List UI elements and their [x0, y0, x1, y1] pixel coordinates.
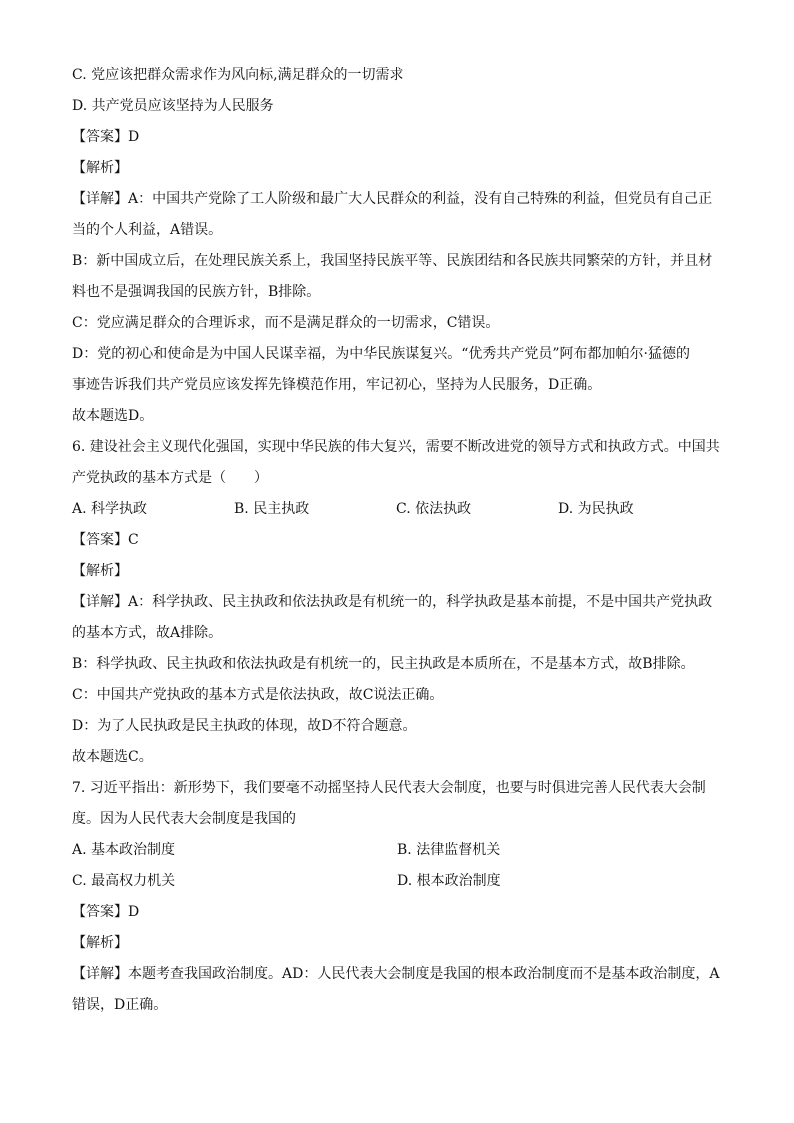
q7-options-row-1 — [72, 835, 722, 866]
q7-answer: 【答案】D — [72, 904, 140, 920]
q5-detail-c: C：党应满足群众的合理诉求，而不是满足群众的一切需求，C错误。 — [72, 315, 500, 331]
q6-option-c: C. 依法执政 — [396, 501, 472, 517]
q7-options-row-2 — [72, 866, 722, 897]
q5-conclusion: 故本题选D。 — [72, 408, 154, 424]
q6-stem-line-1: 6. 建设社会主义现代化强国，实现中华民族的伟大复兴，需要不断改进党的领导方式和执政方式。中国共 — [72, 439, 720, 455]
q6-detail-b: B：科学执政、民主执政和依法执政是有机统一的，民主执政是本质所在，不是基本方式，故B排除。 — [72, 656, 695, 672]
q7-stem-line-2: 度。因为人民代表大会制度是我国的 — [72, 811, 296, 827]
document-page — [72, 60, 722, 1021]
q5-detail-a-line-2: 当的个人利益，A错误。 — [72, 222, 223, 238]
q7-analysis-label: 【解析】 — [72, 935, 128, 951]
q7-option-c: C. 最高权力机关 — [72, 873, 176, 889]
q5-detail-d-line-2: 事迹告诉我们共产党员应该发挥先锋模范作用，牢记初心，坚持为人民服务，D正确。 — [72, 377, 602, 393]
q5-answer: 【答案】D — [72, 129, 140, 145]
q7-stem-line-1: 7. 习近平指出：新形势下，我们要毫不动摇坚持人民代表大会制度，也要与时俱进完善人民代表大会制 — [72, 780, 706, 796]
q7-option-b: B. 法律监督机关 — [397, 842, 501, 858]
q5-option-c: C. 党应该把群众需求作为风向标,满足群众的一切需求 — [72, 67, 404, 83]
q6-stem-line-2: 产党执政的基本方式是（ ） — [72, 470, 268, 486]
q5-detail-b-line-2: 料也不是强调我国的民族方针，B排除。 — [72, 284, 321, 300]
q6-option-a: A. 科学执政 — [72, 501, 148, 517]
q6-answer: 【答案】C — [72, 532, 139, 548]
q7-detail-line-1: 【详解】本题考查我国政治制度。AD：人民代表大会制度是我国的根本政治制度而不是基本政治制度，A — [72, 966, 720, 982]
q5-analysis-label: 【解析】 — [72, 160, 128, 176]
q7-option-d: D. 根本政治制度 — [397, 873, 501, 889]
q7-option-a: A. 基本政治制度 — [72, 842, 176, 858]
q6-detail-d: D：为了人民执政是民主执政的体现，故D不符合题意。 — [72, 718, 417, 734]
q5-detail-b-line-1: B：新中国成立后，在处理民族关系上，我国坚持民族平等、民族团结和各民族共同繁荣的方针，并且材 — [72, 253, 713, 269]
q7-detail-line-2: 错误，D正确。 — [72, 997, 168, 1013]
q6-option-d: D. 为民执政 — [558, 501, 634, 517]
q6-detail-c: C：中国共产党执政的基本方式是依法执政，故C说法正确。 — [72, 687, 444, 703]
q5-detail-d-line-1: D：党的初心和使命是为中国人民谋幸福，为中华民族谋复兴。“优秀共产党员”阿布都加帕尔·猛德的 — [72, 346, 690, 362]
q6-detail-a-line-1: 【详解】A：科学执政、民主执政和依法执政是有机统一的，科学执政是基本前提，不是中国共产党执政 — [72, 594, 713, 610]
q5-detail-a-line-1: 【详解】A：中国共产党除了工人阶级和最广大人民群众的利益，没有自己特殊的利益，但党员有自己正 — [72, 191, 713, 207]
q6-option-b: B. 民主执政 — [234, 501, 310, 517]
q5-option-d: D. 共产党员应该坚持为人民服务 — [72, 98, 274, 114]
q6-conclusion: 故本题选C。 — [72, 749, 153, 765]
q6-options — [72, 494, 722, 525]
q6-detail-a-line-2: 的基本方式，故A排除。 — [72, 625, 223, 641]
q6-analysis-label: 【解析】 — [72, 563, 128, 579]
